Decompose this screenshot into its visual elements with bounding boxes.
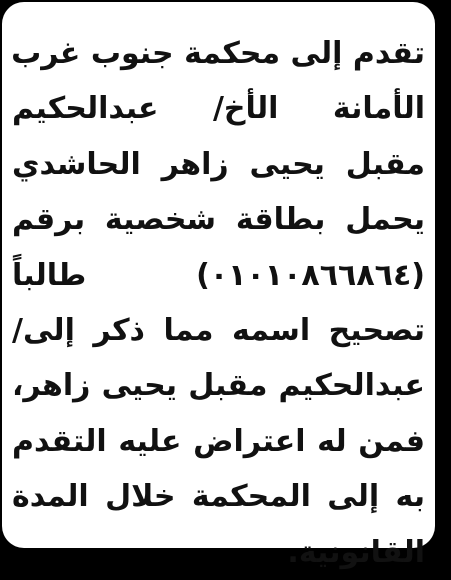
notice-line-6: تصحيح اسمه مما ذكر إلى/ — [12, 312, 425, 348]
notice-line-3: مقبل يحيى زاهر الحاشدي — [12, 146, 425, 182]
notice-line-7: عبدالحكيم مقبل يحيى زاهر، — [12, 368, 425, 404]
notice-line-2: الأمانة الأخ/ عبدالحكيم — [12, 91, 425, 127]
notice-card — [2, 2, 435, 570]
notice-line-5: (٠١٠١٠٨٦٦٨٦٤) طالباً — [12, 257, 425, 293]
notice-line-1: تقدم إلى محكمة جنوب غرب — [11, 36, 425, 71]
legal-notice-text — [12, 26, 425, 580]
notice-line-10: القانونية. — [287, 534, 425, 570]
notice-line-4: يحمل بطاقة شخصية برقم — [12, 202, 425, 238]
notice-line-9: به إلى المحكمة خلال المدة — [12, 479, 425, 515]
notice-line-8: فمن له اعتراض عليه التقدم — [12, 423, 425, 459]
